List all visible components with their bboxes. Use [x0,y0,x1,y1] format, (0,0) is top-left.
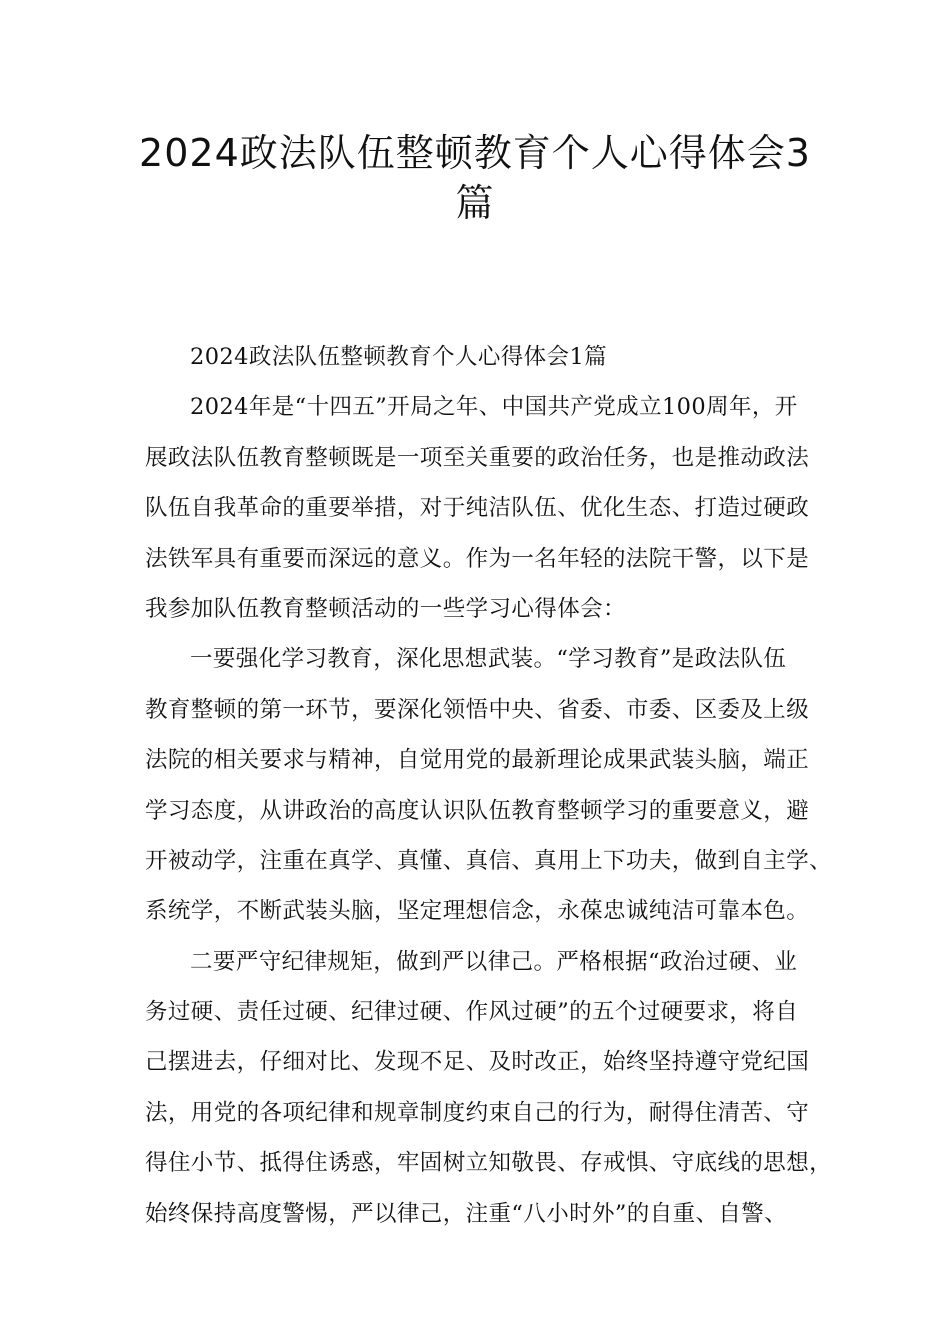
text-line: 法，用党的各项纪律和规章制度约束自己的行为，耐得住清苦、守 [145,1099,810,1126]
text-line: 一要强化学习教育，深化思想武装。“学习教育”是政法队伍 [190,646,787,673]
text-line: 法铁军具有重要而深远的意义。作为一名年轻的法院干警，以下是 [145,545,810,572]
text-line: 教育整顿的第一环节，要深化领悟中央、省委、市委、区委及上级 [145,696,810,723]
text-line: 开被动学，注重在真学、真懂、真信、真用上下功夫，做到自主学、 [145,847,833,874]
text-line: 得住小节、抵得住诱惑，牢固树立知敬畏、存戒惧、守底线的思想， [145,1150,833,1177]
text-line: 己摆进去，仔细对比、发现不足、及时改正，始终坚持遵守党纪国 [145,1049,810,1076]
text-line: 务过硬、责任过硬、纪律过硬、作风过硬”的五个过硬要求，将自 [145,999,799,1026]
text-line: 展政法队伍教育整顿既是一项至关重要的政治任务，也是推动政法 [145,444,810,471]
text-line: 我参加队伍教育整顿活动的一些学习心得体会： [145,595,626,622]
document-title [110,128,840,228]
text-line: 队伍自我革命的重要举措，对于纯洁队伍、优化生态、打造过硬政 [145,495,810,522]
text-line: 学习态度，从讲政治的高度认识队伍教育整顿学习的重要意义，避 [145,797,810,824]
title-line-1: 2024政法队伍整顿教育个人心得体会3 [139,131,811,175]
text-line: 2024年是“十四五”开局之年、中国共产党成立100周年，开 [190,394,798,421]
title-line-2: 篇 [455,181,495,225]
text-line: 二要严守纪律规矩，做到严以律己。严格根据“政治过硬、业 [190,948,798,975]
text-line: 系统学，不断武装头脑，坚定理想信念，永葆忠诚纯洁可靠本色。 [145,898,810,925]
text-line: 法院的相关要求与精神，自觉用党的最新理论成果武装头脑，端正 [145,747,810,774]
section-heading: 2024政法队伍整顿教育个人心得体会1篇 [190,344,608,370]
text-line: 始终保持高度警惕，严以律己，注重“八小时外”的自重、自警、 [145,1200,788,1227]
document-body [145,332,835,1239]
